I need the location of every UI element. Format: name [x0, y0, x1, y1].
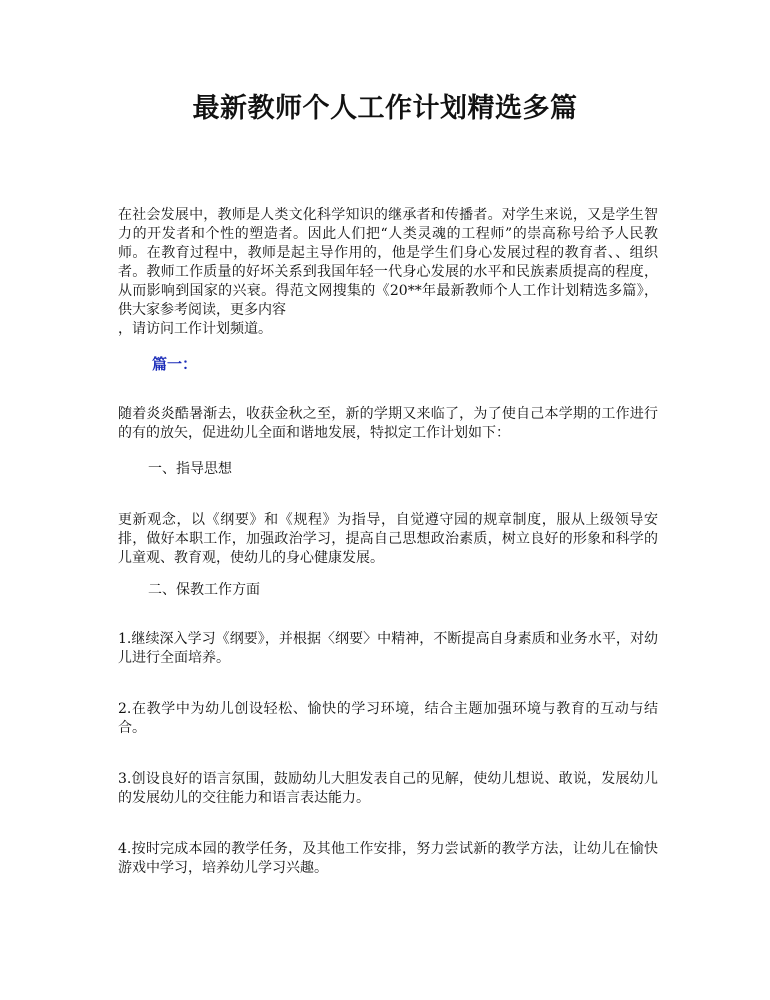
subheading-guiding-ideology: 一、指导思想 — [148, 461, 232, 477]
list-item-1: 1.继续深入学习《纲要》，并根据〈纲要〉中精神，不断提高自身素质和业务水平，对幼儿进行全面培养。 — [118, 631, 658, 666]
section1-intro-paragraph: 随着炎炎酷暑渐去，收获金秋之至，新的学期又来临了，为了使自己本学期的工作进行的有的放矢，促进幼儿全面和谐地发展，特拟定工作计划如下： — [118, 406, 658, 441]
list-item-4: 4.按时完成本园的教学任务，及其他工作安排，努力尝试新的教学方法，让幼儿在愉快游戏中学习，培养幼儿学习兴趣。 — [118, 841, 658, 876]
document-title: 最新教师个人工作计划精选多篇 — [192, 93, 578, 124]
section-heading-1: 篇一： — [152, 355, 198, 373]
list-item-2: 2.在教学中为幼儿创设轻松、愉快的学习环境，结合主题加强环境与教育的互动与结合。 — [118, 701, 658, 736]
subheading-teaching-work: 二、保教工作方面 — [148, 582, 260, 598]
list-item-3: 3.创设良好的语言氛围，鼓励幼儿大胆发表自己的见解，使幼儿想说、敢说，发展幼儿的发展幼儿的交往能力和语言表达能力。 — [118, 771, 658, 806]
intro-paragraph-tail: ，请访问工作计划频道。 — [118, 321, 272, 337]
guiding-ideology-paragraph: 更新观念，以《纲要》和《规程》为指导，自觉遵守园的规章制度，服从上级领导安排，做好本职工作，加强政治学习，提高自己思想政治素质，树立良好的形象和科学的儿童观、教育观，使幼儿的身心健康发展。 — [118, 512, 658, 566]
intro-paragraph: 在社会发展中，教师是人类文化科学知识的继承者和传播者。对学生来说，又是学生智力的开发者和个性的塑造者。因此人们把“人类灵魂的工程师”的崇高称号给予人民教师。在教育过程中，教师是起主导作用的，他是学生们身心发展过程的教育者、、组织者。教师工作质量的好坏关系到我国年轻一代身心发展的水平和民族素质提高的程度，从而影响到国家的兴衰。得范文网搜集的《20**年最新教师个人工作计划精选多篇》，供大家参考阅读，更多内容 — [118, 207, 658, 318]
